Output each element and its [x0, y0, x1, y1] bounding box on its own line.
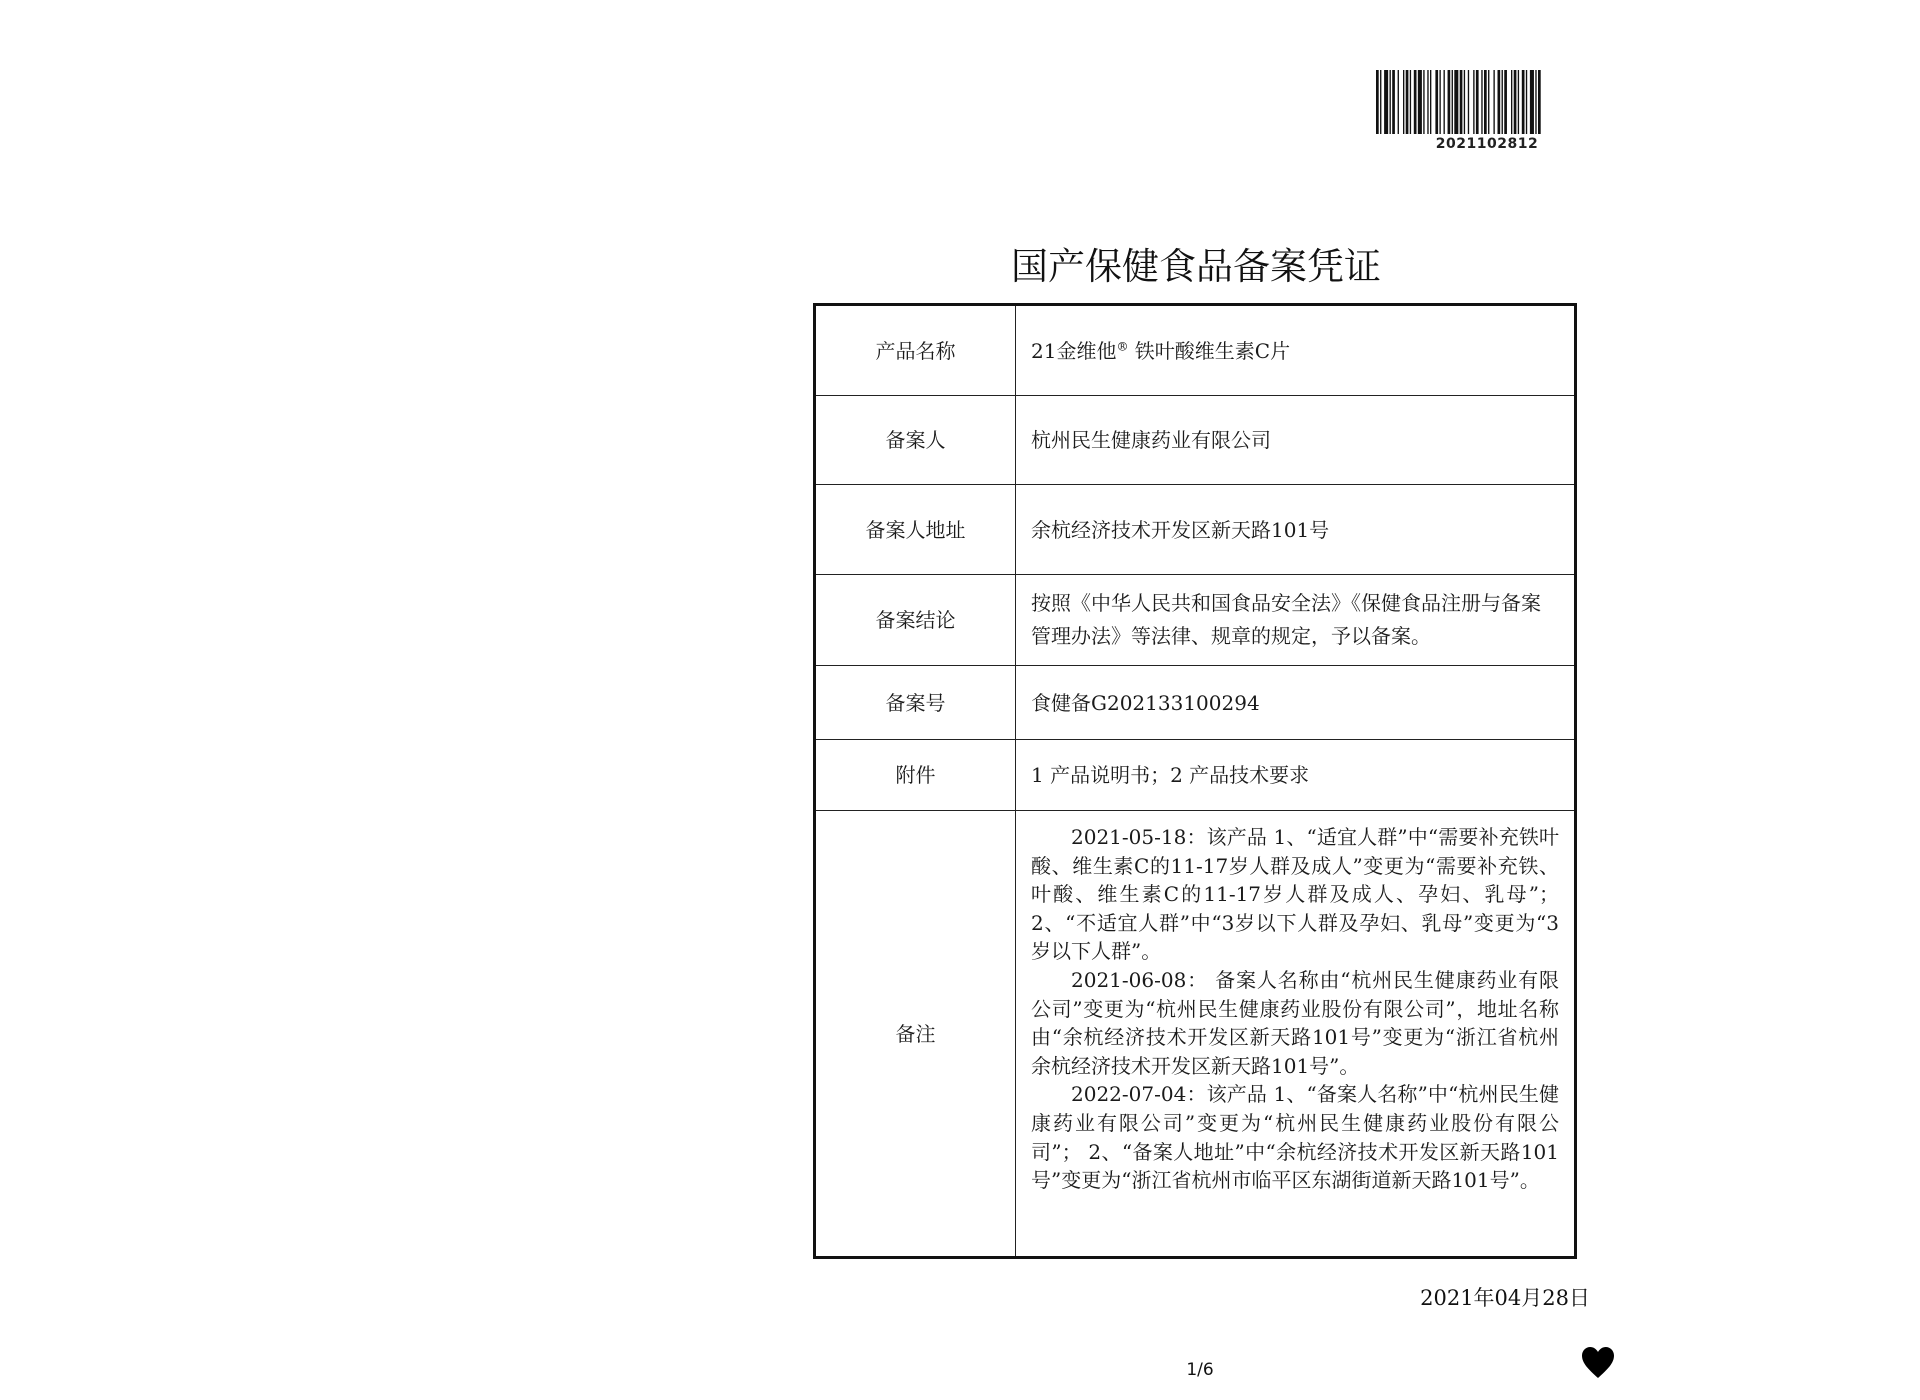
table-row-product-name — [815, 305, 1576, 396]
barcode-bar — [1423, 70, 1424, 134]
barcode-bar — [1476, 70, 1479, 134]
registered-mark: ® — [1116, 338, 1129, 353]
barcode-bar — [1435, 70, 1438, 134]
certificate-table — [813, 303, 1577, 1259]
barcode-bar — [1468, 70, 1469, 134]
attachments-label: 附件 — [815, 740, 1016, 811]
remarks-value — [1016, 811, 1576, 1258]
barcode-bar — [1410, 70, 1411, 134]
filing-number-value: 食健备G202133100294 — [1016, 666, 1576, 740]
barcode-bar — [1514, 70, 1517, 134]
barcode-bar — [1452, 70, 1453, 134]
product-name-prefix: 21金维他 — [1031, 338, 1117, 363]
table-row-conclusion — [815, 575, 1576, 666]
barcode-bar — [1398, 70, 1399, 134]
barcode-bar — [1535, 70, 1536, 134]
remark-paragraph-3: 2022-07-04：该产品 1、“备案人名称”中“杭州民生健康药业有限公司”变更为“杭州民生健康药业股份有限公司”； 2、“备案人地址”中“余杭经济技术开发区新天路101号”变更为“浙江省杭州市临平区东湖街道新天路101号”。 — [1031, 1082, 1559, 1193]
filing-number-label: 备案号 — [815, 666, 1016, 740]
table-row-attachments — [815, 740, 1576, 811]
remark-paragraph-2: 2021-06-08： 备案人名称由“杭州民生健康药业有限公司”变更为“杭州民生健康药业股份有限公司”，地址名称由“余杭经济技术开发区新天路101号”变更为“浙江省杭州余杭经济技术开发区新天路101号”。 — [1031, 967, 1559, 1078]
filer-value: 杭州民生健康药业有限公司 — [1016, 396, 1576, 485]
barcode-bar — [1504, 70, 1507, 134]
table-row-remarks — [815, 811, 1576, 1258]
barcode-bar — [1439, 70, 1440, 134]
barcode-bar — [1484, 70, 1487, 134]
barcode-bar — [1522, 70, 1525, 134]
remarks-label: 备注 — [815, 811, 1016, 1258]
barcode-bar — [1392, 70, 1395, 134]
heart-icon-shape — [1580, 1345, 1616, 1381]
table-row-filer-address — [815, 485, 1576, 575]
issue-date: 2021年04月28日 — [1420, 1286, 1590, 1310]
page-number: 1/6 — [1186, 1360, 1214, 1380]
barcode-bar — [1427, 70, 1428, 134]
barcode-bar — [1488, 70, 1489, 134]
conclusion-value: 按照《中华人民共和国食品安全法》《保健食品注册与备案管理办法》等法律、规章的规定，予以备案。 — [1016, 575, 1576, 666]
barcode-number: 2021102812 — [1435, 136, 1539, 152]
barcode-bar — [1460, 70, 1463, 134]
product-name-suffix: 铁叶酸维生素C片 — [1128, 338, 1291, 363]
table-row-filing-number — [815, 666, 1576, 740]
product-name-label: 产品名称 — [815, 305, 1016, 396]
barcode-bar — [1390, 70, 1391, 134]
barcode-bar — [1414, 70, 1417, 134]
heart-icon[interactable] — [1580, 1345, 1616, 1381]
barcode-bar — [1376, 70, 1379, 134]
conclusion-label: 备案结论 — [815, 575, 1016, 666]
barcode-bar — [1526, 70, 1527, 134]
barcode-bar — [1464, 70, 1465, 134]
barcode-bar — [1530, 70, 1534, 134]
barcode-bar — [1418, 70, 1422, 134]
page-title: 国产保健食品备案凭证 — [1011, 245, 1381, 288]
barcode-bar — [1430, 70, 1431, 134]
filer-address-value: 余杭经济技术开发区新天路101号 — [1016, 485, 1576, 575]
barcode-bar — [1380, 70, 1381, 134]
barcode-bar — [1384, 70, 1388, 134]
attachments-value: 1 产品说明书；2 产品技术要求 — [1016, 740, 1576, 811]
barcode-bar — [1481, 70, 1482, 134]
barcode-bar — [1538, 70, 1541, 134]
barcode-bar — [1498, 70, 1501, 134]
table-row-filer — [815, 396, 1576, 485]
barcode-bar — [1406, 70, 1409, 134]
barcode — [1376, 70, 1598, 150]
barcode-bar — [1403, 70, 1404, 134]
barcode-bar — [1448, 70, 1451, 134]
barcode-bar — [1473, 70, 1474, 134]
barcode-bar — [1502, 70, 1503, 134]
filer-address-label: 备案人地址 — [815, 485, 1016, 575]
barcode-bar — [1493, 70, 1494, 134]
barcode-bars — [1376, 70, 1598, 136]
barcode-bar — [1444, 70, 1445, 134]
product-name-value — [1016, 305, 1576, 396]
barcode-bar — [1511, 70, 1512, 134]
barcode-bar — [1518, 70, 1519, 134]
barcode-bar — [1454, 70, 1458, 134]
remark-paragraph-1: 2021-05-18：该产品 1、“适宜人群”中“需要补充铁叶酸、维生素C的11-17岁人群及成人”变更为“需要补充铁、叶酸、维生素C的11-17岁人群及成人、孕妇、乳母”； 2、“不适宜人群”中“3岁以下人群及孕妇、乳母”变更为“3岁以下人群”。 — [1031, 825, 1559, 964]
filer-label: 备案人 — [815, 396, 1016, 485]
